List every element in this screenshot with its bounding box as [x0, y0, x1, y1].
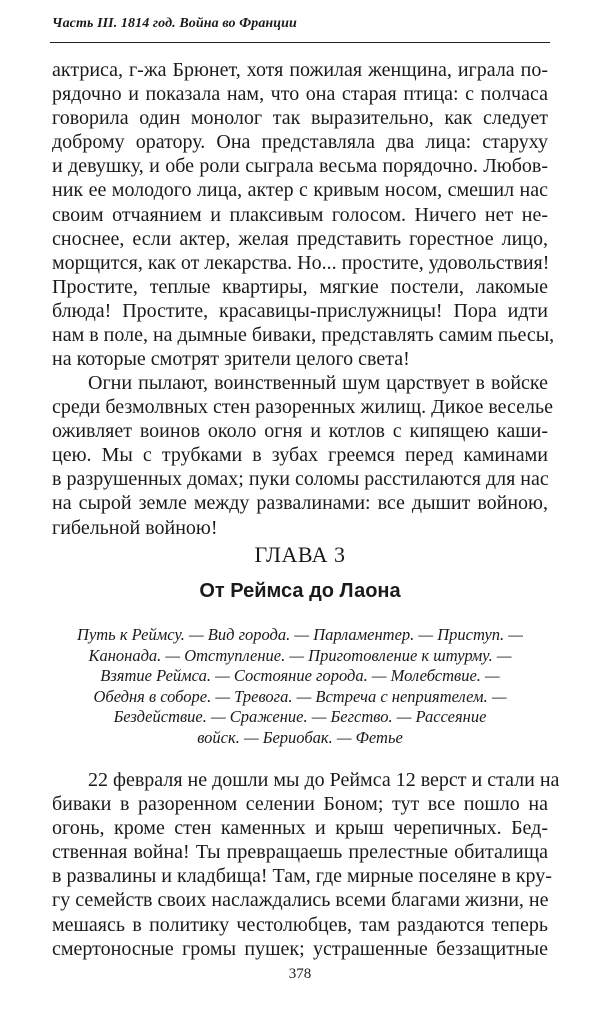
paragraph-3: [52, 768, 560, 961]
text-line: и девушку, и обе роли сыграла весьма порядочно. Любов-: [52, 155, 548, 178]
text-line: ственная война! Ты превращаешь прелестные обиталища: [52, 841, 548, 864]
summary-line: Обедня в соборе. — Тревога. — Встреча с неприятелем. —: [93, 686, 507, 706]
chapter-summary: [52, 625, 548, 749]
text-line: говорила один монолог так выразительно, как следует: [52, 107, 548, 130]
summary-line: Канонада. — Отступление. — Приготовление к штурму. —: [88, 645, 512, 665]
summary-line: Бездействие. — Сражение. — Бегство. — Рассеяние: [113, 707, 487, 727]
running-head: Часть III. 1814 год. Война во Франции: [52, 16, 297, 31]
text-line: блюда! Простите, красавицы-прислужницы! Пора идти: [52, 299, 548, 322]
text-line: 22 февраля не дошли мы до Реймса 12 верст и стали на: [88, 769, 560, 791]
text-line: на сырой земле между развалинами: все дышит войною,: [52, 492, 548, 515]
header-rule: [50, 42, 550, 43]
text-line: Простите, теплые квартиры, мягкие постели, лакомые: [52, 275, 548, 298]
text-line: сноснее, если актер, желая представить горестное лицо,: [52, 227, 548, 250]
text-line: смертоносные громы пушек; устрашенные беззащитные: [52, 937, 548, 960]
summary-line: Путь к Реймсу. — Вид города. — Парламентер. — Приступ. —: [77, 625, 523, 644]
paragraph-1: [52, 58, 555, 371]
text-line: оживляет воинов около огня и котлов с кипящею каши-: [52, 420, 548, 443]
text-line: своим отчаянием и плаксивым голосом. Ничего нет не-: [52, 203, 548, 226]
text-line: гу семейств своих наслаждались всеми благами жизни, не: [52, 889, 549, 912]
text-line: морщится, как от лекарства. Но... простите, удовольствия!: [52, 251, 550, 274]
text-line: цею. Мы с трубками в зубах греемся перед каминами: [52, 444, 548, 467]
text-line: актриса, г-жа Брюнет, хотя пожилая женщина, играла по-: [52, 59, 548, 81]
text-line: в развалины и кладбища! Там, где мирные поселяне в кру-: [52, 865, 552, 888]
text-line: гибельной войною!: [52, 516, 218, 539]
chapter-number: ГЛАВА 3: [254, 542, 346, 567]
text-line: среди безмолвных стен разоренных жилищ. Дикое веселье: [52, 396, 554, 419]
text-line: огонь, кроме стен каменных и крыш черепичных. Бед-: [52, 817, 548, 840]
chapter-title: От Реймса до Лаона: [199, 580, 401, 602]
text-line: Огни пылают, воинственный шум царствует в войске: [88, 372, 548, 394]
text-line: в разрушенных домах; пуки соломы расстилаются для нас: [52, 468, 549, 491]
summary-line: войск. — Бериобак. — Фетье: [197, 727, 403, 747]
text-line: нам в поле, на дымные биваки, представлять самим пьесы,: [52, 324, 555, 347]
text-line: мешаясь в политику честолюбцев, там раздаются теперь: [52, 913, 548, 936]
text-line: биваки в разоренном селении Боном; тут все пошло на: [52, 793, 548, 816]
text-line: доброму оратору. Она представляла два лица: старуху: [52, 131, 548, 154]
page-number: 378: [288, 966, 312, 982]
text-line: на которые смотрят зрители целого света!: [52, 348, 410, 371]
summary-line: Взятие Реймса. — Состояние города. — Молебствие. —: [100, 666, 500, 686]
paragraph-2: [52, 371, 554, 540]
text-line: ник ее молодого лица, актер с кривым носом, смешил нас: [52, 179, 548, 202]
text-line: рядочно и показала нам, что она старая птица: с полчаса: [52, 83, 548, 106]
